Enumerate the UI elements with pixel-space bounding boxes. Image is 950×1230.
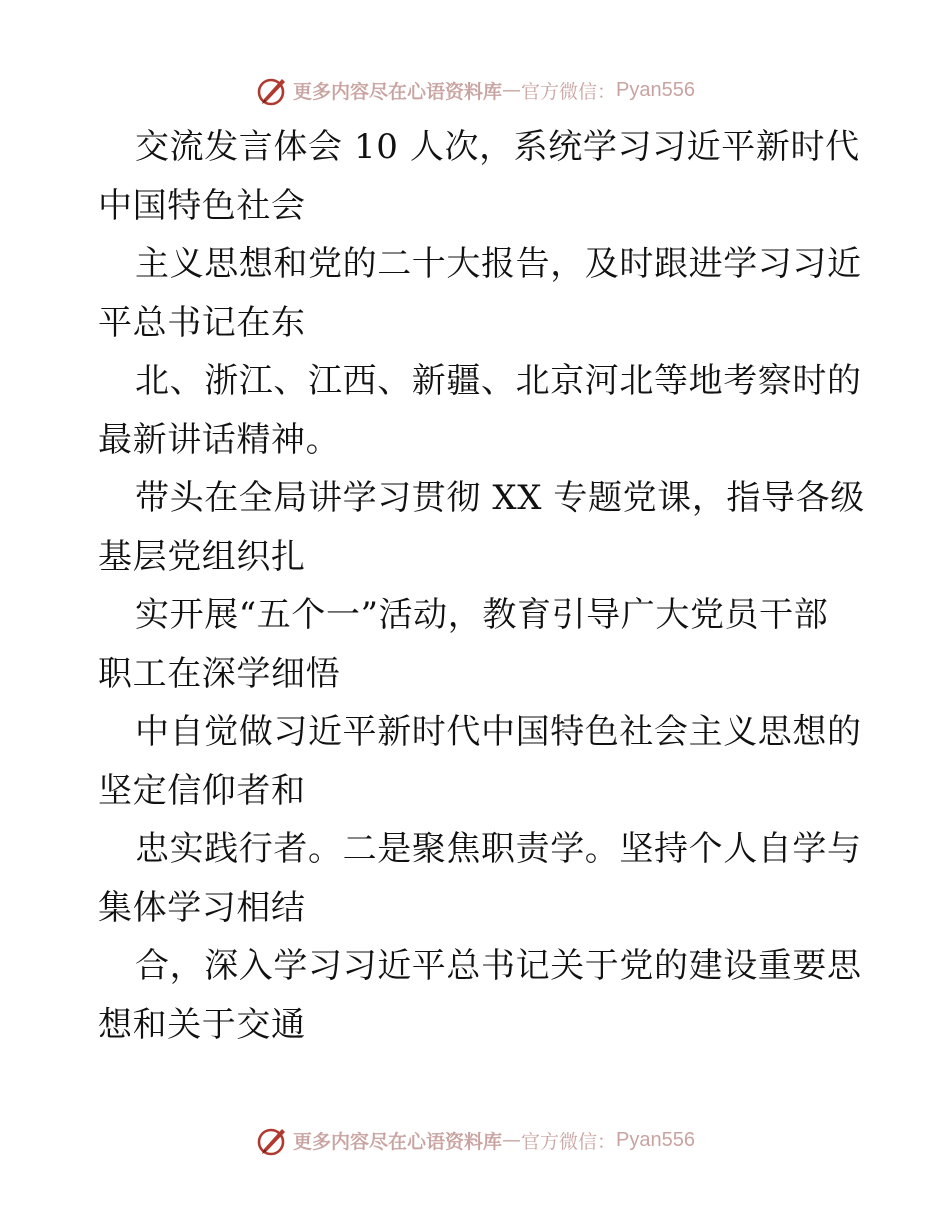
footer-wechat-id: Pyan556	[616, 1128, 695, 1151]
body-line: 中国特色社会	[98, 185, 306, 226]
body-line: 实开展“五个一”活动，教育引导广大党员干部	[135, 595, 829, 635]
body-line: 忠实践行者。二是聚焦职责学。坚持个人自学与	[135, 829, 862, 869]
body-line: 中自觉做习近平新时代中国特色社会主义思想的	[135, 712, 862, 752]
body-line: 带头在全局讲学习贯彻 XX 专题党课，指导各级	[135, 478, 865, 518]
pen-logo-icon	[255, 73, 289, 107]
footer-wechat-label: 官方微信：	[521, 1130, 617, 1153]
body-line: 合，深入学习习近平总书记关于党的建设重要思	[135, 946, 862, 986]
footer-watermark-banner	[0, 1120, 950, 1160]
body-line: 北、浙江、江西、新疆、北京河北等地考察时的	[135, 361, 862, 401]
body-line: 基层党组织扎	[98, 536, 306, 577]
document-body	[98, 118, 865, 1054]
header-wechat-label: 官方微信：	[521, 80, 617, 103]
body-line: 坚定信仰者和	[98, 770, 306, 811]
header-watermark-separator: —	[502, 79, 522, 101]
body-line: 交流发言体会 10 人次，系统学习习近平新时代	[135, 127, 860, 167]
body-line: 平总书记在东	[98, 302, 306, 343]
footer-watermark-text: 更多内容尽在心语资料库	[293, 1130, 503, 1153]
body-line: 想和关于交通	[98, 1004, 306, 1045]
header-watermark-text: 更多内容尽在心语资料库	[293, 80, 503, 103]
body-line: 最新讲话精神。	[98, 419, 341, 460]
body-line: 集体学习相结	[98, 887, 306, 928]
header-wechat-id: Pyan556	[616, 78, 695, 101]
pen-logo-icon	[255, 1123, 289, 1157]
header-watermark-banner	[0, 70, 950, 110]
footer-watermark-separator: —	[502, 1129, 522, 1151]
body-line: 主义思想和党的二十大报告，及时跟进学习习近	[135, 244, 862, 284]
body-line: 职工在深学细悟	[98, 653, 341, 694]
